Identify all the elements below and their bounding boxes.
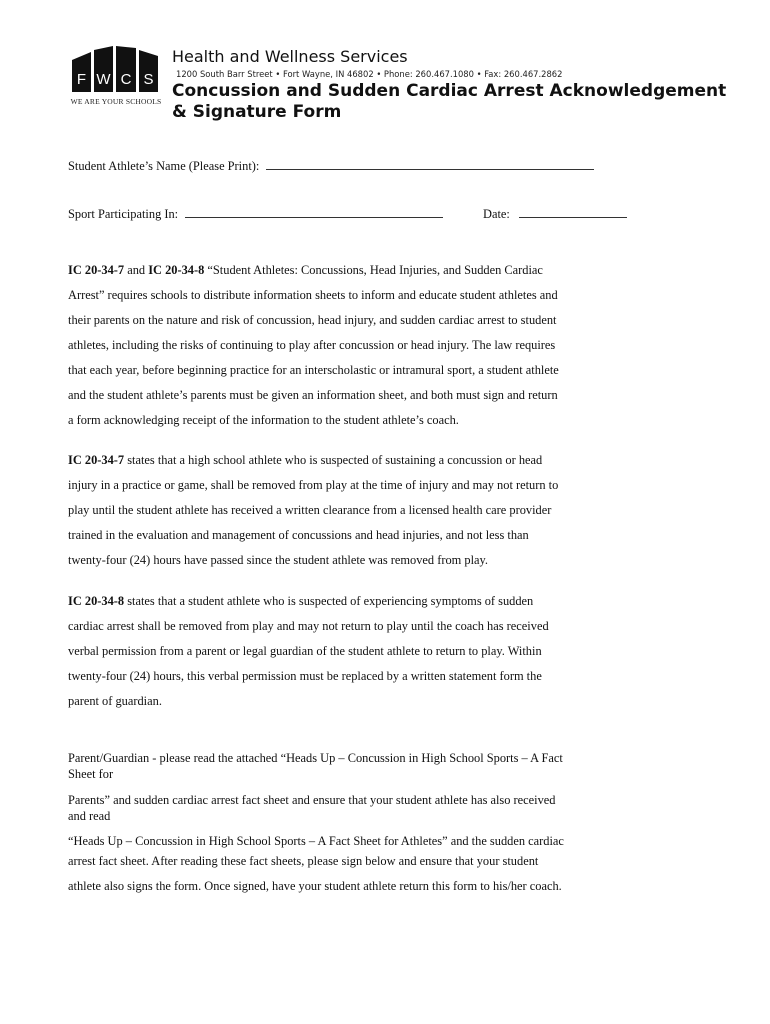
paragraph-cardiac-rule	[68, 589, 668, 714]
paragraph-line: twenty-four (24) hours have passed since the student athlete was removed from play.	[68, 553, 489, 567]
paragraph-line: Parent/Guardian - please read the attached “Heads Up – Concussion in High School Sports – A Fact	[68, 751, 563, 765]
paragraph-concussion-rule	[68, 448, 668, 573]
paragraph-line: “Heads Up – Concussion in High School Sports – A Fact Sheet for Athletes” and the sudden cardiac	[68, 834, 564, 848]
paragraph-line: verbal permission from a parent or legal guardian of the student athlete to return to play. Within	[68, 644, 542, 658]
paragraph-line: injury in a practice or game, shall be removed from play at the time of injury and may not return to	[68, 478, 559, 492]
paragraph-line: parent of guardian.	[68, 694, 162, 708]
date-row	[483, 205, 627, 222]
paragraph-line: play until the student athlete has received a written clearance from a licensed health care provider	[68, 503, 552, 517]
logo-letter-f: F	[76, 71, 87, 88]
paragraph-line: athletes, including the risks of continuing to play after concussion or head injury. The law requires	[68, 338, 556, 352]
logo-letter-s: S	[143, 71, 154, 88]
fwcs-logo-graphic	[70, 46, 160, 92]
paragraph-line: arrest fact sheet. After reading these fact sheets, please sign below and ensure that your student	[68, 854, 539, 868]
paragraph-line: their parents on the nature and risk of concussion, head injury, and sudden cardiac arrest to student	[68, 313, 557, 327]
paragraph-line: trained in the evaluation and management of concussions and head injuries, and not less than	[68, 528, 529, 542]
paragraph-line	[68, 448, 668, 473]
fwcs-logo	[70, 46, 162, 118]
form-title	[172, 81, 732, 123]
paragraph-line: cardiac arrest shall be removed from play and may not return to play until the coach has received	[68, 619, 549, 633]
paragraph-line: and the student athlete’s parents must be given an information sheet, and both must sign and return	[68, 388, 558, 402]
form-title-line-2: & Signature Form	[172, 102, 342, 122]
statute-reference: IC 20-34-7	[68, 453, 125, 467]
paragraph-line: Parents” and sudden cardiac arrest fact sheet and ensure that your student athlete has also received	[68, 793, 556, 807]
paragraph-law-overview	[68, 258, 668, 433]
inline-text: states that a high school athlete who is suspected of sustaining a concussion or head	[124, 453, 543, 467]
paragraph-line: Sheet for	[68, 767, 114, 781]
department-address: 1200 South Barr Street • Fort Wayne, IN 46802 • Phone: 260.467.1080 • Fax: 260.467.2862	[176, 69, 563, 79]
inline-text: “Student Athletes: Concussions, Head Injuries, and Sudden Cardiac	[204, 263, 543, 277]
student-name-field[interactable]	[266, 157, 594, 170]
inline-text: states that a student athlete who is suspected of experiencing symptoms of sudden	[124, 594, 534, 608]
date-field[interactable]	[519, 205, 627, 218]
date-label: Date:	[483, 207, 510, 221]
logo-letter-c: C	[120, 71, 132, 88]
logo-letter-w: W	[96, 71, 111, 88]
paragraph-line: and read	[68, 809, 111, 823]
student-name-label: Student Athlete’s Name (Please Print):	[68, 159, 260, 173]
paragraph-line: that each year, before beginning practice for an interscholastic or intramural sport, a student athlete	[68, 363, 559, 377]
sport-label: Sport Participating In:	[68, 207, 179, 221]
logo-tagline: WE ARE YOUR SCHOOLS	[70, 97, 162, 106]
paragraph-line: a form acknowledging receipt of the information to the student athlete’s coach.	[68, 413, 459, 427]
form-title-line-1: Concussion and Sudden Cardiac Arrest Acknowledgement	[172, 81, 727, 101]
paragraph-line	[68, 258, 668, 283]
statute-reference: IC 20-34-8	[148, 263, 205, 277]
statute-reference: IC 20-34-8	[68, 594, 125, 608]
sport-row	[68, 205, 443, 222]
paragraph-line: athlete also signs the form. Once signed, have your student athlete return this form to his/her coach.	[68, 879, 562, 893]
paragraph-parent-instructions	[68, 750, 668, 899]
department-name: Health and Wellness Services	[172, 47, 408, 66]
paragraph-line: Arrest” requires schools to distribute information sheets to inform and educate student athletes and	[68, 288, 558, 302]
inline-text: and	[124, 263, 149, 277]
statute-reference: IC 20-34-7	[68, 263, 125, 277]
paragraph-line: twenty-four (24) hours, this verbal permission must be replaced by a written statement form the	[68, 669, 542, 683]
student-name-row	[68, 157, 594, 174]
paragraph-line	[68, 589, 668, 614]
sport-field[interactable]	[185, 205, 443, 218]
